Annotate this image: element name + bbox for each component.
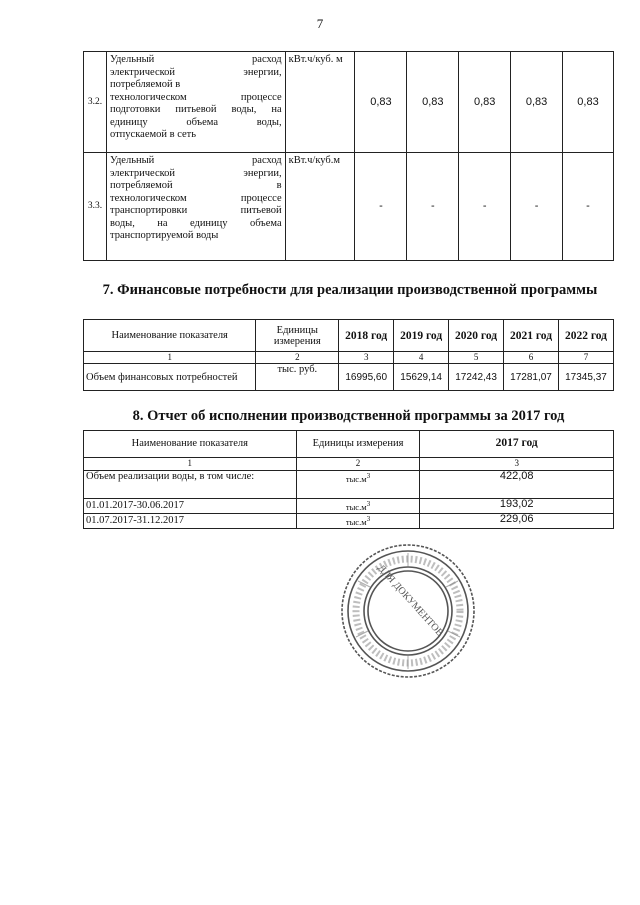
table-header-row	[84, 320, 614, 352]
row-unit: $тыс.м^3$	[296, 513, 420, 528]
row-value: 422,08	[420, 470, 614, 498]
row-value: 0,83	[407, 52, 459, 153]
section-7-title: 7. Финансовые потребности для реализации производственной программы	[102, 282, 598, 298]
column-number: 7	[558, 352, 613, 364]
column-number: 3	[339, 352, 394, 364]
column-number: 2	[296, 458, 420, 471]
table-row	[84, 513, 614, 528]
column-number: 1	[84, 458, 297, 471]
header-name: Наименование показателя	[84, 431, 297, 458]
row-name: Объем финансовых потребностей	[84, 364, 256, 391]
table-row	[84, 470, 614, 498]
header-year: 2022 год	[558, 320, 613, 352]
row-value: -	[407, 153, 459, 261]
row-description: Удельный расход электрической энергии, потребляемой в технологическом процессе подготовки питьевой воды, на единицу объема воды, отпускаемой в сеть	[106, 52, 285, 153]
header-year: 2018 год	[339, 320, 394, 352]
row-name: 01.01.2017-30.06.2017	[84, 498, 297, 513]
row-value: 15629,14	[394, 364, 449, 391]
row-unit: кВт.ч/куб.м	[285, 153, 355, 261]
header-unit: Единицы измерения	[296, 431, 420, 458]
table-row	[84, 364, 614, 391]
row-value: -	[355, 153, 407, 261]
row-number: 3.2.	[84, 52, 107, 153]
column-number: 2	[256, 352, 339, 364]
table-header-row	[84, 431, 614, 458]
column-number: 5	[449, 352, 504, 364]
row-value: 0,83	[459, 52, 511, 153]
stamp-text: ДЛЯ ДОКУМЕНТОВ	[375, 562, 446, 639]
row-value: -	[459, 153, 511, 261]
row-value: 229,06	[420, 513, 614, 528]
row-unit: тыс. руб.	[256, 364, 339, 391]
row-unit: кВт.ч/куб. м	[285, 52, 355, 153]
table-row	[84, 153, 614, 261]
row-value: 0,83	[563, 52, 614, 153]
column-number: 3	[420, 458, 614, 471]
header-year: 2019 год	[394, 320, 449, 352]
row-value: 0,83	[511, 52, 563, 153]
column-numbers-row	[84, 458, 614, 471]
header-year: 2021 год	[504, 320, 559, 352]
indicators-table	[83, 51, 614, 261]
table-row	[84, 498, 614, 513]
header-name: Наименование показателя	[84, 320, 256, 352]
financial-needs-table	[83, 319, 614, 391]
official-stamp	[338, 541, 478, 681]
row-value: -	[563, 153, 614, 261]
row-unit: $тыс.м^3$	[296, 470, 420, 498]
column-number: 4	[394, 352, 449, 364]
row-value: 193,02	[420, 498, 614, 513]
row-value: 17345,37	[558, 364, 613, 391]
header-year: 2017 год	[420, 431, 614, 458]
row-value: -	[511, 153, 563, 261]
row-value: 0,83	[355, 52, 407, 153]
row-value: 16995,60	[339, 364, 394, 391]
row-value: 17281,07	[504, 364, 559, 391]
row-unit: $тыс.м^3$	[296, 498, 420, 513]
table-row	[84, 52, 614, 153]
section-8-title: 8. Отчет об исполнении производственной программы за 2017 год	[132, 408, 565, 424]
row-name: 01.07.2017-31.12.2017	[84, 513, 297, 528]
row-value: 17242,43	[449, 364, 504, 391]
program-report-table	[83, 430, 614, 529]
page-number: 7	[316, 16, 324, 31]
header-unit: Единицы измерения	[256, 320, 339, 352]
row-number: 3.3.	[84, 153, 107, 261]
column-numbers-row	[84, 352, 614, 364]
column-number: 1	[84, 352, 256, 364]
row-description: Удельный расход электрической энергии, потребляемой в технологическом процессе транспортировки питьевой воды, на единицу объема транспортируемой воды	[106, 153, 285, 261]
row-name: Объем реализации воды, в том числе:	[84, 470, 297, 498]
column-number: 6	[504, 352, 559, 364]
header-year: 2020 год	[449, 320, 504, 352]
